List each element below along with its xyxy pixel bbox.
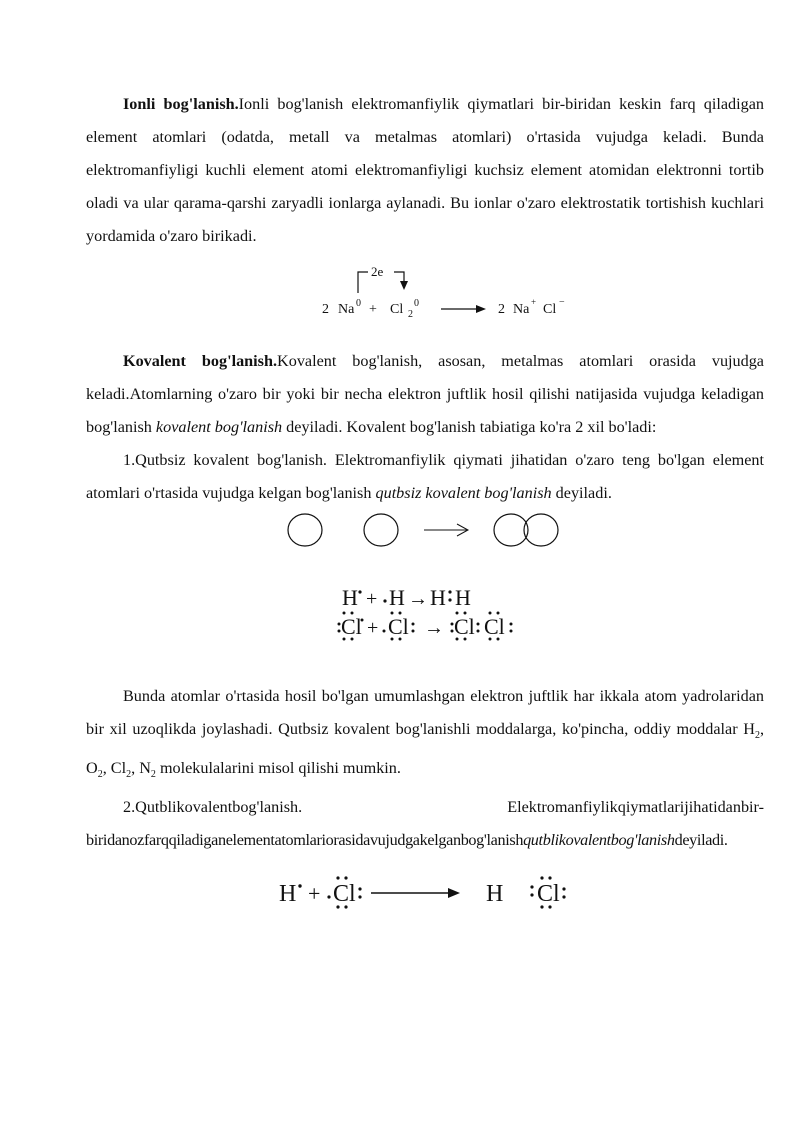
o-label: , O — [86, 720, 764, 778]
nonpolar-term: qutbsiz kovalent bog'lanish — [375, 484, 552, 502]
cl-arrow: → — [424, 617, 444, 639]
nonpolar-figure — [86, 510, 764, 680]
na-ion-charge: + — [531, 297, 537, 307]
covalent-bond-heading: Kovalent bog'lanish. — [123, 352, 278, 370]
cl-ion-charge: − — [559, 297, 565, 308]
h-atom-2: H — [389, 585, 405, 610]
covalent-bond-text: Kovalent bog'lanish, asosan, metalmas atomlari orasida vujudga keladi.Atomlarning o'zaro bir yoki bir necha elektron juftlik hosil qilishi natijasida vujudga keladigan bog'lanish — [86, 352, 764, 436]
h-atom-1: H — [342, 585, 358, 610]
polar-product-h: H — [486, 881, 504, 908]
transfer-bracket-left — [358, 272, 368, 293]
polar-text-end: deyiladi. — [674, 831, 728, 850]
polar-lead-right: Elektromanfiylikqiymatlarijihatidanbir- — [507, 798, 764, 817]
na-coefficient: 2 — [322, 302, 329, 317]
polar-paragraph — [86, 824, 764, 857]
o2-subscript: 2 — [97, 769, 103, 781]
n2-subscript: 2 — [150, 769, 156, 781]
polar-arrowhead — [448, 888, 460, 898]
polar-term: qutblikovalentbog'lanish — [523, 831, 675, 850]
ionic-bond-text: Ionli bog'lanish elektromanfiylik qiymatlari bir-biridan keskin farq qiladigan element atomlari (odatda, metall va metalmas atomlari) o'rtasida vujudga keladi. Bunda elektromanfiyligi kuchli element atomi elektromanfiyligi kuchsiz element atomidan elektronni tortib oladi va ular qarama-qarshi zaryadli ionlarga aylanadi. Bu ionlar o'zaro elektrostatik tortishish kuchlari yordamida o'zaro birikadi. — [86, 95, 764, 245]
atom-circle-2 — [364, 514, 398, 546]
polar-product-cl: Cl — [537, 881, 560, 908]
h-plus-sign: + — [366, 588, 378, 610]
ionic-equation-figure — [86, 253, 764, 345]
covalent-bond-paragraph — [86, 345, 764, 444]
ionic-bond-paragraph — [86, 88, 764, 253]
h-shared-electron-2 — [448, 598, 451, 601]
cl-label: , Cl — [102, 759, 127, 778]
na-charge: 0 — [356, 298, 361, 309]
covalent-bond-text-end: deyiladi. Kovalent bog'lanish tabiatiga ko'ra 2 xil bo'ladi: — [282, 418, 657, 436]
cl2-subscript: 2 — [408, 309, 413, 320]
transfer-label: 2e — [371, 264, 384, 279]
polar-equation-figure — [86, 857, 764, 927]
ionic-bond-heading: Ionli bog'lanish. — [123, 95, 239, 113]
h1-electron — [358, 590, 361, 593]
polar-heading-line — [86, 791, 764, 824]
product-coefficient: 2 — [498, 302, 505, 317]
na-ion-symbol: Na — [513, 302, 530, 317]
cl2-sub: 2 — [126, 769, 132, 781]
nonpolar-explanation-paragraph — [86, 680, 764, 791]
atom-circle-1 — [288, 514, 322, 546]
nonpolar-explanation-end: molekulalarini misol qilishi mumkin. — [155, 759, 401, 778]
polar-h-electron — [298, 885, 301, 888]
na-symbol: Na — [338, 302, 355, 317]
nonpolar-text: 1.Qutbsiz kovalent bog'lanish. Elektromanfiylik qiymati jihatidan o'zaro teng bo'lgan element atomlari o'rtasida vujudga kelgan bog'lanish — [86, 451, 764, 502]
cl2-symbol: Cl — [390, 302, 404, 317]
plus-sign: + — [369, 302, 377, 317]
reaction-arrowhead — [476, 305, 486, 313]
polar-plus-sign: + — [308, 881, 321, 907]
ionic-equation — [86, 253, 764, 345]
cl-ion-symbol: Cl — [543, 302, 557, 317]
cl-product-1: Cl — [454, 614, 475, 639]
hydrogen-equation — [342, 585, 471, 610]
nonpolar-explanation-text: Bunda atomlar o'rtasida hosil bo'lgan umumlashgan elektron juftlik har ikkala atom yadrolaridan bir xil uzoqlikda joylashadi. Qutbsiz kovalent bog'lanishli moddalarga, ko'pincha, oddiy moddalar H — [86, 687, 764, 738]
cl-atom-1: Cl — [341, 614, 362, 639]
n-label: , N — [131, 759, 151, 778]
transfer-bracket-right — [394, 272, 404, 281]
polar-cl-atom: Cl — [333, 881, 356, 908]
h-product-2: H — [455, 585, 471, 610]
h-shared-electron-1 — [448, 590, 451, 593]
chlorine-equation — [338, 612, 513, 641]
cl-plus-sign: + — [367, 617, 379, 639]
document-page — [86, 88, 764, 927]
polar-h-atom: H — [279, 881, 297, 908]
polar-text: biridanozfarqqiladiganelementatomlariorasidavujudgakelganbog'lanish — [86, 831, 524, 850]
cl2-charge: 0 — [414, 298, 419, 309]
molecule-circle-2 — [524, 514, 558, 546]
nonpolar-text-end: deyiladi. — [551, 484, 612, 502]
cl-product-2: Cl — [484, 614, 505, 639]
cl-atom-2: Cl — [388, 614, 409, 639]
polar-equation — [86, 857, 764, 927]
h2-subscript: 2 — [754, 730, 760, 742]
h-arrow: → — [408, 588, 428, 610]
h-product-1: H — [430, 585, 446, 610]
nonpolar-diagram — [86, 510, 764, 680]
nonpolar-paragraph — [86, 444, 764, 510]
transfer-arrowhead — [400, 281, 408, 290]
molecule-circle-1 — [494, 514, 528, 546]
polar-lead: 2.Qutblikovalentbog'lanish. — [123, 798, 303, 817]
h2-electron — [383, 599, 386, 602]
covalent-bond-term: kovalent bog'lanish — [155, 418, 283, 436]
